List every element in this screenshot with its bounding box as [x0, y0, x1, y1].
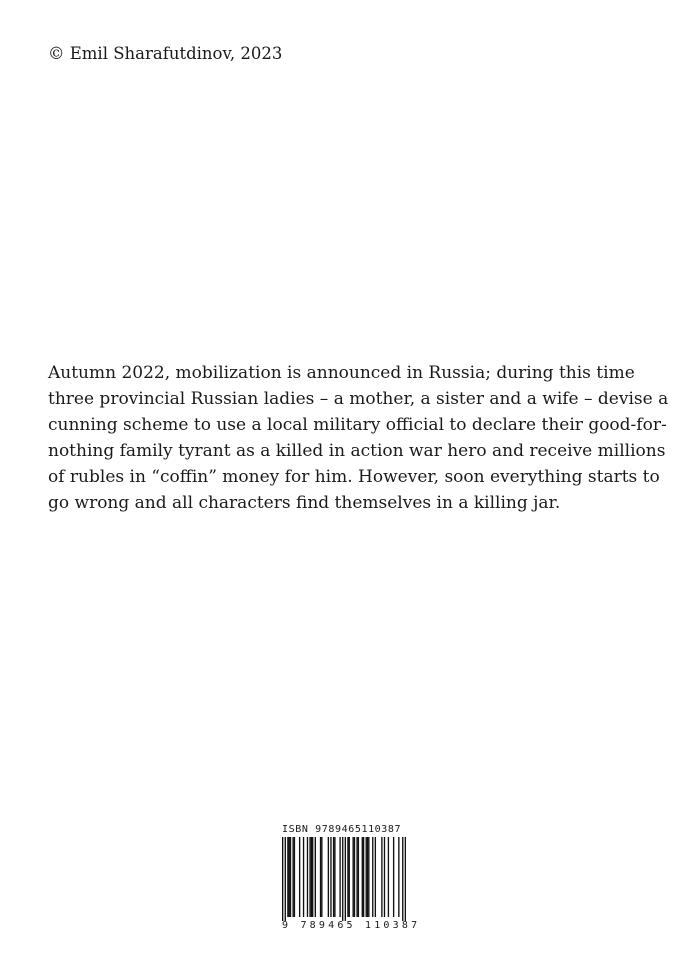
isbn-digits: 9 789465 110387 — [282, 920, 421, 931]
barcode-bar — [354, 837, 355, 917]
barcode-bar — [398, 837, 399, 917]
barcode-bar — [372, 837, 373, 917]
barcode-bar — [320, 837, 321, 917]
barcode-bar — [311, 837, 312, 917]
barcode-bar — [368, 837, 369, 917]
barcode-bar — [339, 837, 340, 917]
barcode-bar — [342, 837, 343, 921]
description-line: nothing family tyrant as a killed in action war hero and receive millions — [48, 441, 666, 461]
description-line: of rubles in “coffin” money for him. However, soon everything starts to — [48, 467, 660, 487]
barcode-bar — [384, 837, 385, 917]
barcode-bar — [282, 837, 283, 921]
barcode-bar — [303, 837, 304, 917]
description-line: Autumn 2022, mobilization is announced in Russia; during this time — [48, 363, 635, 383]
barcode-bar — [287, 837, 288, 917]
barcode-bar — [362, 837, 363, 917]
barcode-bar — [381, 837, 382, 917]
isbn-label: ISBN 9789465110387 — [282, 824, 402, 835]
barcode-bar — [358, 837, 359, 917]
book-description — [48, 360, 669, 516]
barcode-bars — [282, 837, 406, 921]
barcode-bar — [375, 837, 376, 917]
barcode-bar — [352, 837, 353, 917]
barcode-bar — [312, 837, 313, 917]
barcode-bar — [405, 837, 406, 921]
barcode-bar — [388, 837, 389, 917]
barcode-bar — [315, 837, 316, 917]
description-line: go wrong and all characters find themselves in a killing jar. — [48, 493, 561, 513]
barcode-bar — [349, 837, 350, 917]
barcode-bar — [307, 837, 308, 917]
barcode-bar — [366, 837, 367, 917]
barcode-bar — [402, 837, 403, 921]
description-line: cunning scheme to use a local military official to declare their good-for- — [48, 415, 667, 435]
barcode-bar — [330, 837, 331, 917]
barcode-bar — [328, 837, 329, 917]
barcode-bar — [345, 837, 346, 921]
description-line: three provincial Russian ladies – a mother, a sister and a wife – devise a — [48, 389, 669, 409]
barcode-bar — [290, 837, 291, 917]
barcode-bar — [299, 837, 300, 917]
barcode-bar — [309, 837, 310, 917]
barcode-bar — [367, 837, 368, 917]
barcode-bar — [292, 837, 293, 917]
barcode-bar — [289, 837, 290, 917]
barcode-bar — [393, 837, 394, 917]
barcode-bar — [356, 837, 357, 917]
barcode-bar — [285, 837, 286, 921]
barcode-bar — [333, 837, 334, 917]
copyright-notice: © Emil Sharafutdinov, 2023 — [48, 44, 283, 63]
barcode-bar — [334, 837, 335, 917]
barcode-bar — [294, 837, 295, 917]
isbn-barcode — [282, 824, 421, 934]
barcode-bar — [347, 837, 348, 917]
barcode-bar — [321, 837, 322, 917]
barcode-bar — [363, 837, 364, 917]
